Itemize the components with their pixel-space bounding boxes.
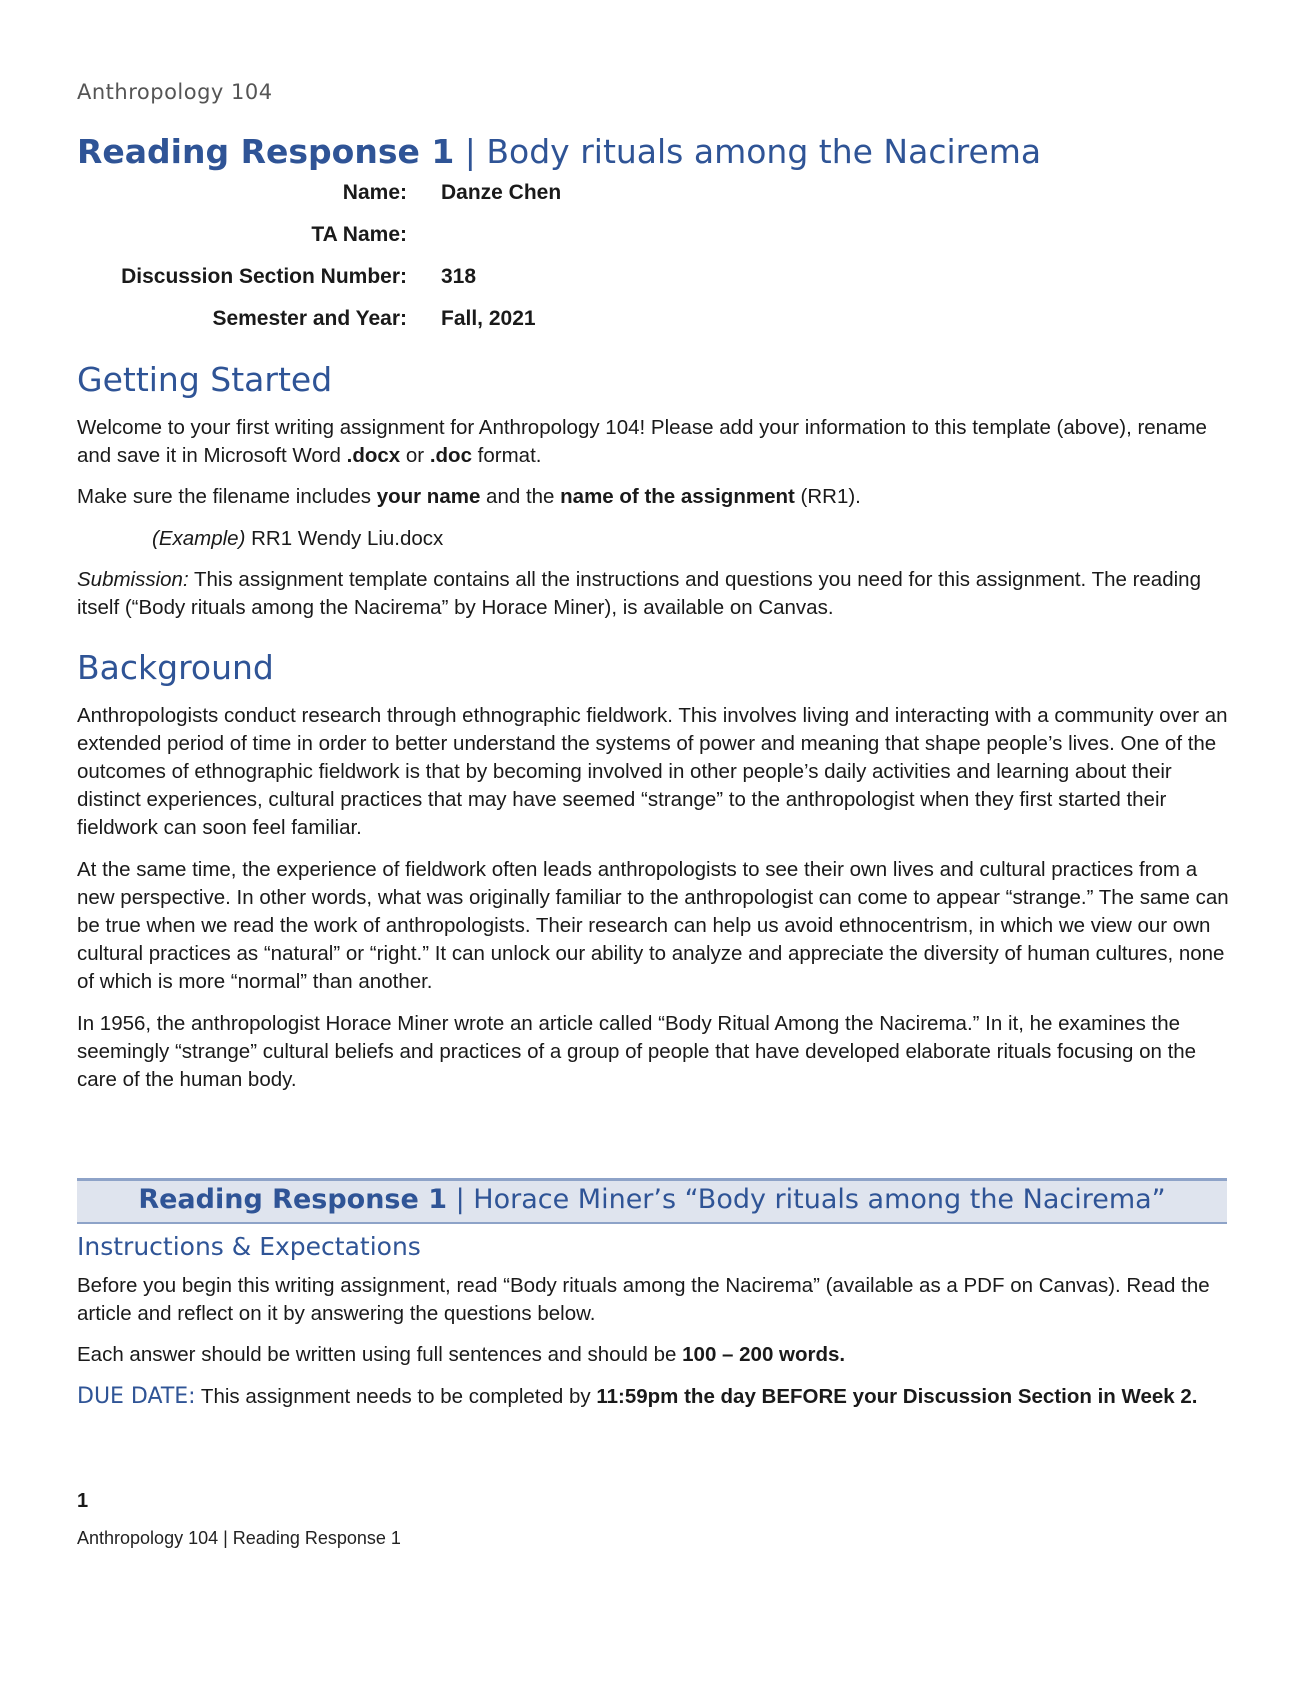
- banner-separator: |: [447, 1184, 474, 1215]
- example-value: RR1 Wendy Liu.docx: [245, 527, 444, 550]
- instructions-p1: Before you begin this writing assignment, read “Body rituals among the Nacirema” (available as a PDF on Canvas). Read the article and reflect on it by answering the questions below.: [77, 1274, 1210, 1325]
- name-value: Danze Chen: [441, 181, 562, 204]
- submission-paragraph: Submission: This assignment template contains all the instructions and questions you need for this assignment. The reading itself (“Body rituals among the Nacirema” by Horace Miner), is available on Canvas.: [77, 568, 1201, 619]
- title-bold: Reading Response 1: [77, 132, 455, 171]
- example-label: (Example): [152, 527, 246, 550]
- semester-label: Semester and Year:: [212, 307, 407, 330]
- getting-started-p1: Welcome to your first writing assignment for Anthropology 104! Please add your information to this template (above), rename and save it in Microsoft Word .docx or .doc format.: [77, 416, 1207, 467]
- section-value: 318: [441, 265, 477, 288]
- filename-example: [152, 525, 1052, 553]
- background-p1: Anthropologists conduct research through ethnographic fieldwork. This involves living and interacting with a community over an extended period of time in order to better understand the systems of power and meaning that shape people’s lives. One of the outcomes of ethnographic fieldwork is that by becoming involved in other people’s daily activities and learning about their distinct experiences, cultural practices that may have seemed “strange” to the anthropologist when they first started their fieldwork can soon feel familiar.: [77, 704, 1228, 839]
- getting-started-p2: Make sure the filename includes your name and the name of the assignment (RR1).: [77, 485, 861, 508]
- name-label: Name:: [342, 181, 407, 204]
- reading-response-banner: [77, 1178, 1227, 1224]
- due-date: DUE DATE: This assignment needs to be completed by 11:59pm the day BEFORE your Discussion Section in Week 2.: [77, 1384, 1198, 1409]
- banner-bold: Reading Response 1: [138, 1184, 448, 1215]
- banner-rest: Horace Miner’s “Body rituals among the Nacirema”: [473, 1184, 1166, 1215]
- title-separator: |: [454, 132, 487, 171]
- course-name: Anthropology 104: [77, 80, 273, 104]
- footer-text: Anthropology 104 | Reading Response 1: [77, 1528, 401, 1548]
- getting-started-heading: Getting Started: [77, 360, 333, 399]
- background-heading: Background: [77, 648, 274, 687]
- section-label: Discussion Section Number:: [121, 265, 407, 288]
- page-number: 1: [77, 1490, 89, 1512]
- title-rest: Body rituals among the Nacirema: [486, 132, 1042, 171]
- page-title: [77, 132, 1041, 171]
- due-date-label: DUE DATE:: [77, 1384, 196, 1409]
- instructions-p2: Each answer should be written using full sentences and should be 100 – 200 words.: [77, 1343, 846, 1366]
- submission-label: Submission:: [77, 568, 189, 591]
- semester-value: Fall, 2021: [441, 307, 536, 330]
- instructions-heading: Instructions & Expectations: [77, 1232, 421, 1261]
- ta-label: TA Name:: [311, 223, 407, 246]
- background-p2: At the same time, the experience of fieldwork often leads anthropologists to see their own lives and cultural practices from a new perspective. In other words, what was originally familiar to the anthropologist can come to appear “strange.” The same can be true when we read the work of anthropologists. Their research can help us avoid ethnocentrism, in which we view our own cultural practices as “natural” or “right.” It can unlock our ability to analyze and appreciate the diversity of human cultures, none of which is more “normal” than another.: [77, 858, 1229, 993]
- background-p3: In 1956, the anthropologist Horace Miner wrote an article called “Body Ritual Among the Nacirema.” In it, he examines the seemingly “strange” cultural beliefs and practices of a group of people that have developed elaborate rituals focusing on the care of the human body.: [77, 1012, 1197, 1091]
